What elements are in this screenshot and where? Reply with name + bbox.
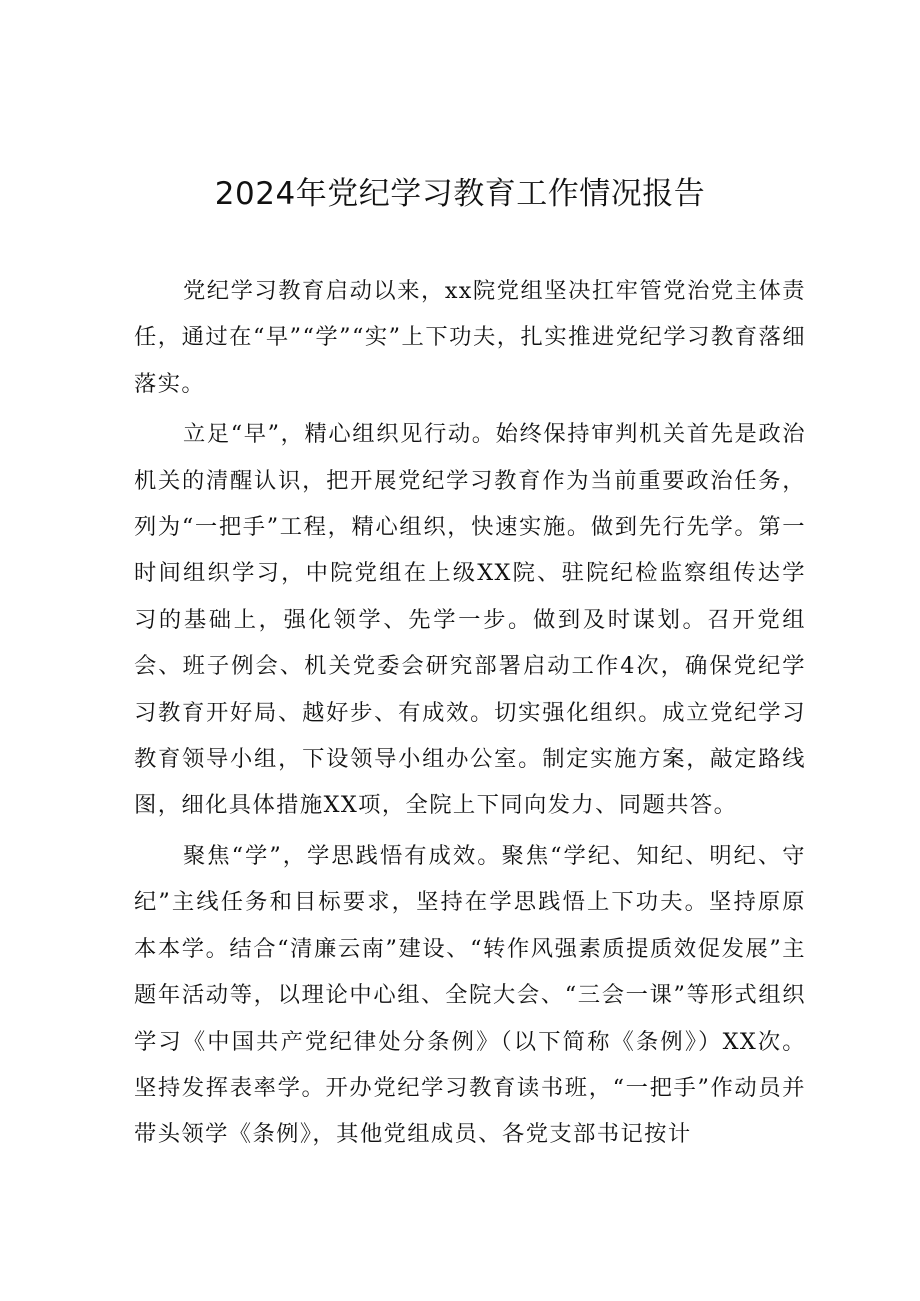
paragraph-intro: 党纪学习教育启动以来，xx院党组坚决扛牢管党治党主体责任，通过在“早”“学”“实”上下功夫，扎实推进党纪学习教育落细落实。 xyxy=(134,278,806,397)
paragraph-study: 聚焦“学”，学思践悟有成效。聚焦“学纪、知纪、明纪、守纪”主线任务和目标要求，坚持在学思践悟上下功夫。坚持原原本本学。结合“清廉云南”建设、“转作风强素质提质效促发展”主题年活动等，以理论中心组、全院大会、“三会一课”等形式组织学习《中国共产党纪律处分条例》（以下简称《条例》）XX次。坚持发挥表率学。开办党纪学习教育读书班，“一把手”作动员并带头领学《条例》，其他党组成员、各党支部书记按计 xyxy=(134,842,806,1148)
document-body xyxy=(134,268,806,1162)
paragraph-early: 立足“早”，精心组织见行动。始终保持审判机关首先是政治机关的清醒认识，把开展党纪学习教育作为当前重要政治任务，列为“一把手”工程，精心组织，快速实施。做到先行先学。第一时间组织学习，中院党组在上级XX院、驻院纪检监察组传达学习的基础上，强化领学、先学一步。做到及时谋划。召开党组会、班子例会、机关党委会研究部署启动工作4次，确保党纪学习教育开好局、越好步、有成效。切实强化组织。成立党纪学习教育领导小组，下设领导小组办公室。制定实施方案，敲定路线图，细化具体措施XX项，全院上下同向发力、同题共答。 xyxy=(134,421,806,819)
page-title: 2024年党纪学习教育工作情况报告 xyxy=(214,176,706,212)
